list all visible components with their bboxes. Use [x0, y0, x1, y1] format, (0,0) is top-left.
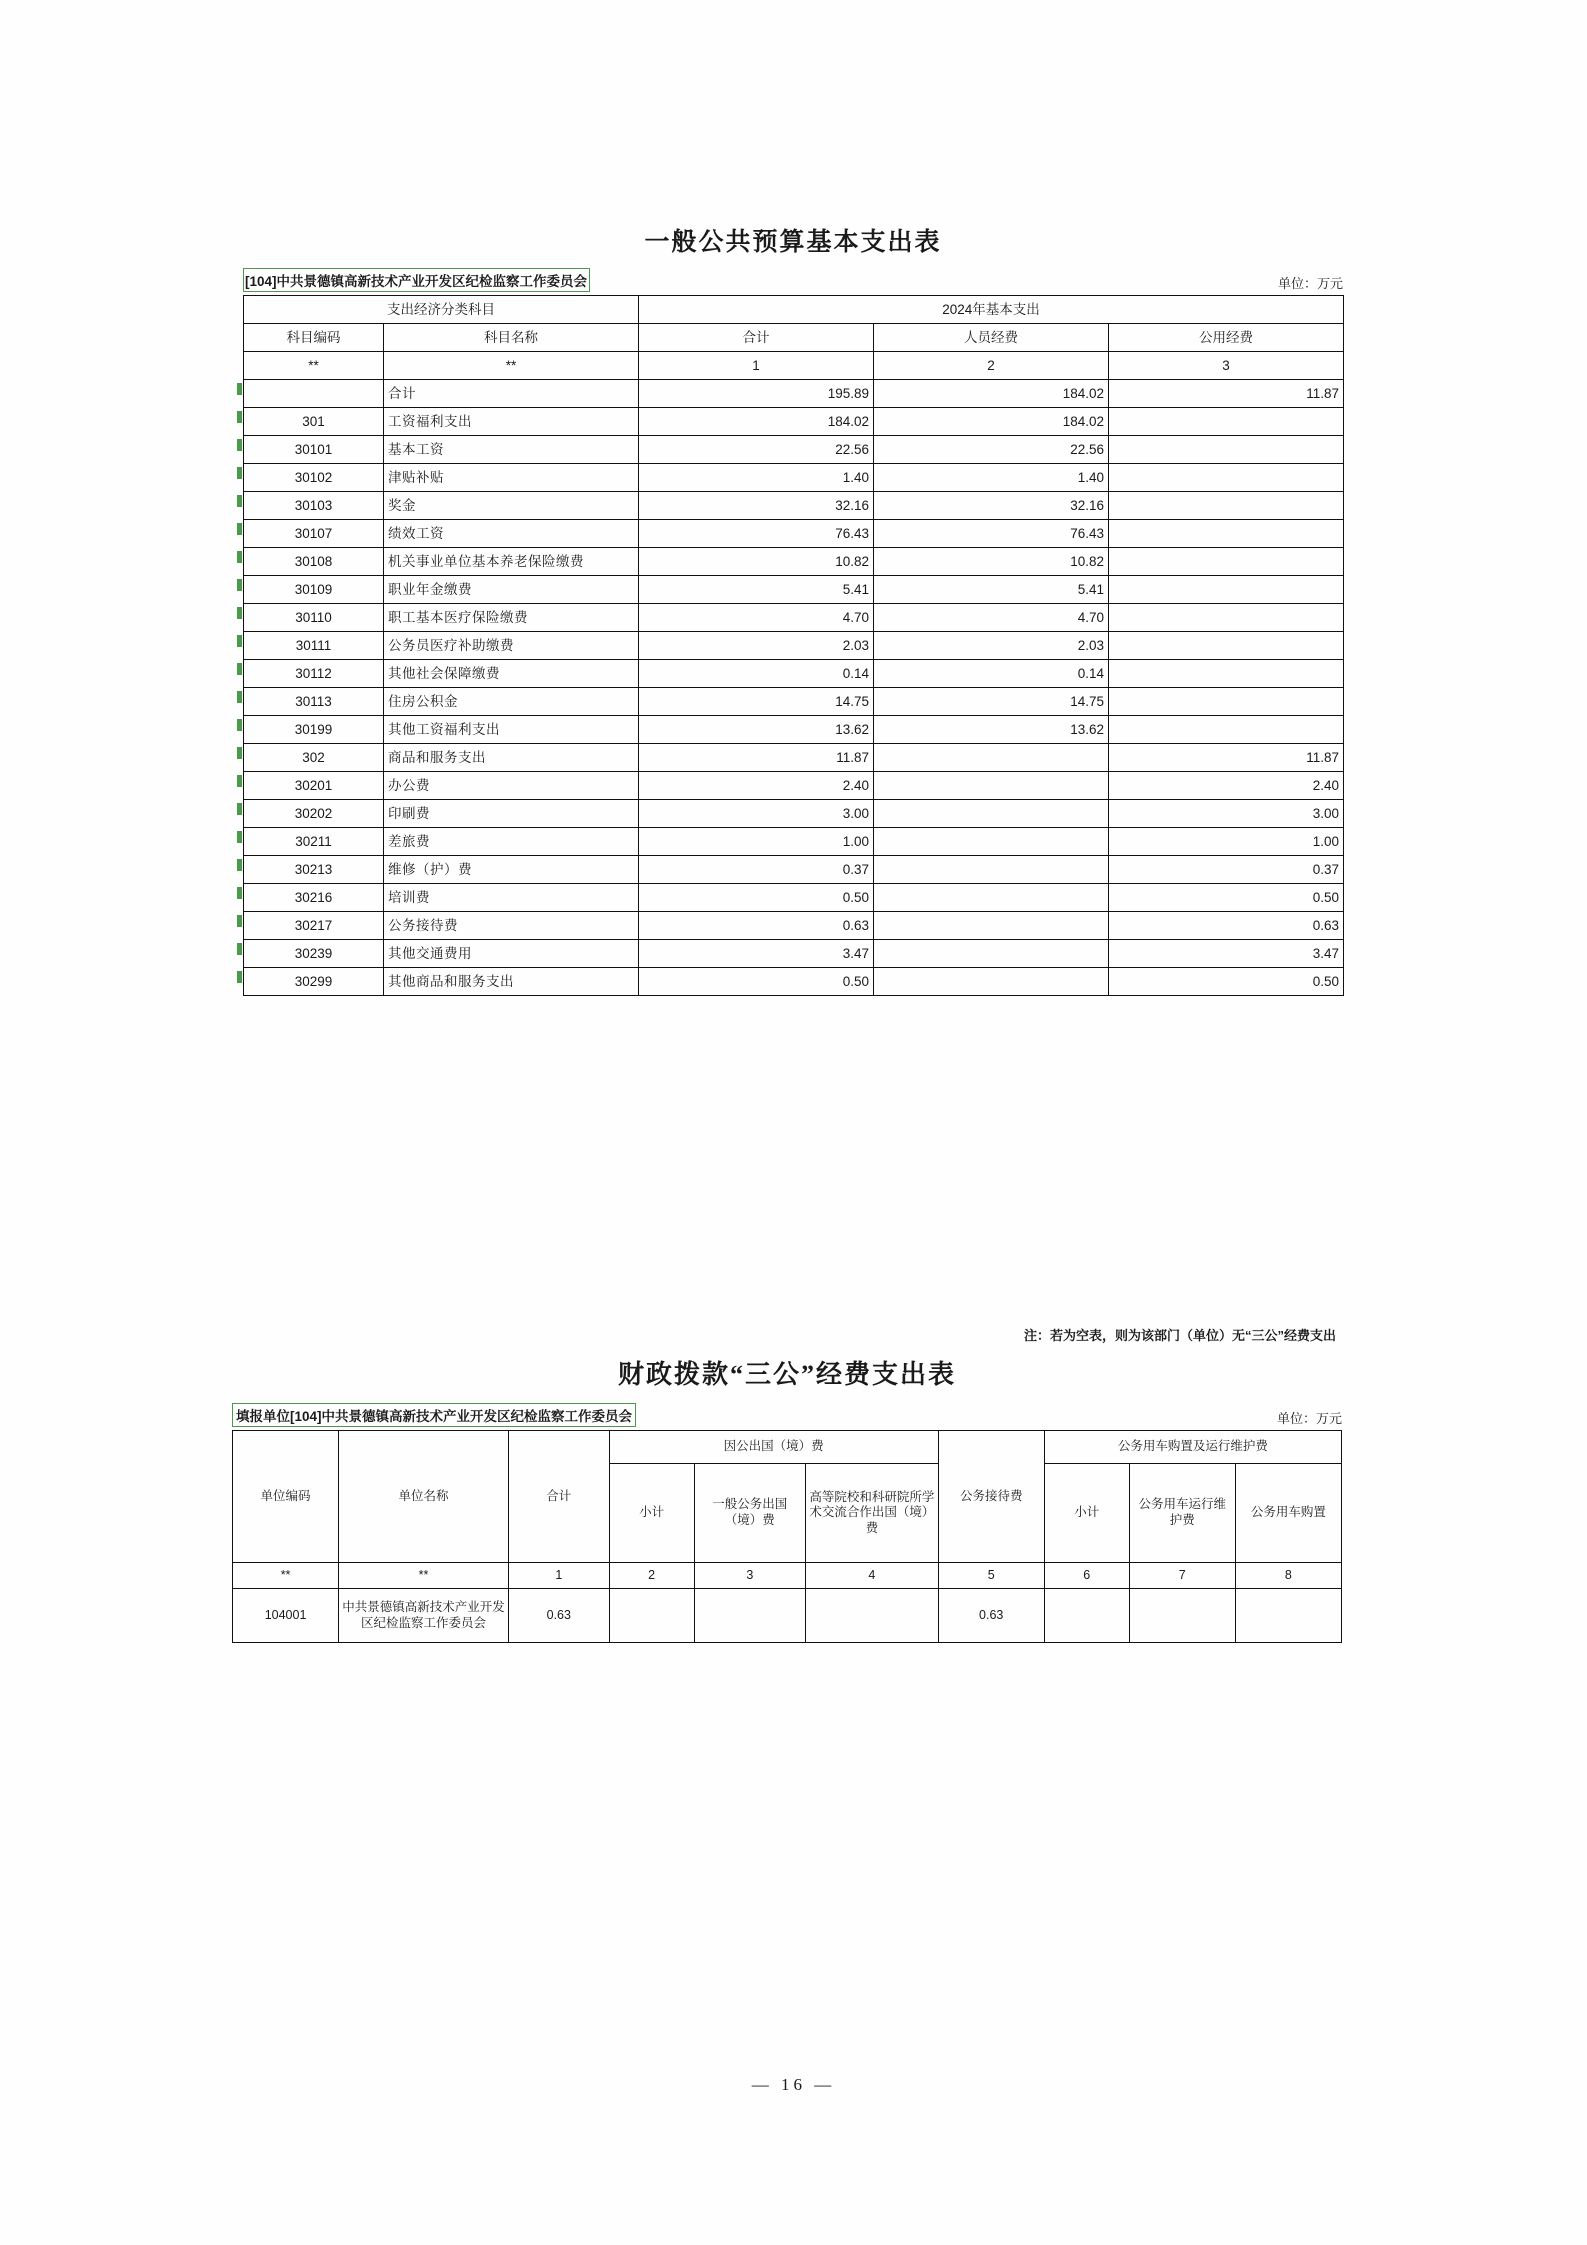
cell-abroad-general — [694, 1589, 805, 1643]
cell-total: 195.89 — [639, 380, 874, 408]
cell-name: 其他商品和服务支出 — [384, 968, 639, 996]
table1-unit-note: 单位：万元 — [1277, 276, 1343, 291]
cell-personnel: 184.02 — [874, 380, 1109, 408]
table1-title: 一般公共预算基本支出表 — [644, 229, 942, 256]
revision-mark — [237, 383, 242, 395]
cell-vehicle-buy — [1235, 1589, 1341, 1643]
revision-mark — [237, 467, 242, 479]
table1-col-personnel: 人员经费 — [874, 324, 1109, 352]
revision-mark — [237, 691, 242, 703]
table2-num-5: 3 — [694, 1563, 805, 1589]
table1 — [243, 295, 1344, 996]
table-row — [244, 688, 1344, 716]
cell-total: 3.47 — [639, 940, 874, 968]
table1-unit-label: [104]中共景德镇高新技术产业开发区纪检监察工作委员会 — [243, 268, 590, 292]
cell-total: 1.40 — [639, 464, 874, 492]
table2-unit-note: 单位：万元 — [1276, 1411, 1342, 1426]
table2-col-vehicle-run: 公务用车运行维护费 — [1129, 1464, 1235, 1563]
table2-num-1: ** — [233, 1563, 339, 1589]
cell-unit-name: 中共景德镇高新技术产业开发区纪检监察工作委员会 — [339, 1589, 509, 1643]
cell-public: 0.37 — [1109, 856, 1344, 884]
cell-total: 3.00 — [639, 800, 874, 828]
table-row — [244, 492, 1344, 520]
cell-code: 30108 — [244, 548, 384, 576]
cell-name: 公务接待费 — [384, 912, 639, 940]
cell-personnel: 0.14 — [874, 660, 1109, 688]
cell-name: 商品和服务支出 — [384, 744, 639, 772]
budget-basic-expenditure-block — [243, 222, 1343, 996]
table2-num-3: 1 — [508, 1563, 609, 1589]
cell-public: 11.87 — [1109, 380, 1344, 408]
page-number: — 16 — — [751, 2075, 836, 2094]
cell-personnel — [874, 800, 1109, 828]
table-row — [244, 520, 1344, 548]
table-row — [244, 548, 1344, 576]
cell-code: 301 — [244, 408, 384, 436]
revision-mark — [237, 551, 242, 563]
cell-total: 14.75 — [639, 688, 874, 716]
table2-col-reception: 公务接待费 — [938, 1431, 1044, 1563]
cell-public — [1109, 492, 1344, 520]
table-row — [244, 464, 1344, 492]
cell-name: 职工基本医疗保险缴费 — [384, 604, 639, 632]
cell-personnel — [874, 772, 1109, 800]
table2-body — [233, 1589, 1342, 1643]
cell-personnel: 5.41 — [874, 576, 1109, 604]
cell-public: 3.47 — [1109, 940, 1344, 968]
table2-col-vehicle-group: 公务用车购置及运行维护费 — [1044, 1431, 1341, 1464]
revision-mark — [237, 915, 242, 927]
cell-code: 30199 — [244, 716, 384, 744]
cell-total: 4.70 — [639, 604, 874, 632]
cell-code: 302 — [244, 744, 384, 772]
cell-public — [1109, 688, 1344, 716]
cell-public — [1109, 604, 1344, 632]
cell-code: 30113 — [244, 688, 384, 716]
cell-name: 公务员医疗补助缴费 — [384, 632, 639, 660]
revision-mark — [237, 439, 242, 451]
cell-public — [1109, 632, 1344, 660]
cell-public: 11.87 — [1109, 744, 1344, 772]
cell-code: 30211 — [244, 828, 384, 856]
cell-total: 32.16 — [639, 492, 874, 520]
cell-personnel: 4.70 — [874, 604, 1109, 632]
cell-personnel — [874, 744, 1109, 772]
cell-code: 30217 — [244, 912, 384, 940]
cell-name: 奖金 — [384, 492, 639, 520]
table2-num-2: ** — [339, 1563, 509, 1589]
table2-title: 财政拨款“三公”经费支出表 — [617, 1360, 956, 1389]
cell-total: 0.37 — [639, 856, 874, 884]
cell-total: 0.14 — [639, 660, 874, 688]
revision-mark — [237, 775, 242, 787]
table1-num-1: ** — [244, 352, 384, 380]
cell-code: 30109 — [244, 576, 384, 604]
table1-body — [244, 380, 1344, 996]
table2-col-abroad-sub: 小计 — [609, 1464, 694, 1563]
cell-total: 13.62 — [639, 716, 874, 744]
cell-code: 30107 — [244, 520, 384, 548]
revision-mark — [237, 747, 242, 759]
table2-col-unit-code: 单位编码 — [233, 1431, 339, 1563]
cell-personnel: 76.43 — [874, 520, 1109, 548]
table-row — [244, 632, 1344, 660]
cell-public: 3.00 — [1109, 800, 1344, 828]
revision-mark — [237, 607, 242, 619]
table2-num-10: 8 — [1235, 1563, 1341, 1589]
cell-abroad-sub — [609, 1589, 694, 1643]
table1-col-public: 公用经费 — [1109, 324, 1344, 352]
cell-name: 绩效工资 — [384, 520, 639, 548]
cell-total: 0.63 — [639, 912, 874, 940]
cell-total: 10.82 — [639, 548, 874, 576]
table2-col-abroad-academic: 高等院校和科研院所学术交流合作出国（境）费 — [806, 1464, 939, 1563]
cell-name: 合计 — [384, 380, 639, 408]
table1-col-code: 科目编码 — [244, 324, 384, 352]
cell-public — [1109, 660, 1344, 688]
table1-num-5: 3 — [1109, 352, 1344, 380]
cell-public: 0.50 — [1109, 968, 1344, 996]
cell-public — [1109, 716, 1344, 744]
cell-personnel: 2.03 — [874, 632, 1109, 660]
revision-mark — [237, 803, 242, 815]
revision-mark — [237, 831, 242, 843]
cell-abroad-academic — [806, 1589, 939, 1643]
cell-total: 11.87 — [639, 744, 874, 772]
revision-mark — [237, 971, 242, 983]
cell-name: 办公费 — [384, 772, 639, 800]
revision-mark — [237, 523, 242, 535]
cell-total: 0.50 — [639, 968, 874, 996]
revision-mark — [237, 887, 242, 899]
table2-col-abroad-group: 因公出国（境）费 — [609, 1431, 938, 1464]
table-row — [244, 968, 1344, 996]
table-row — [244, 576, 1344, 604]
table-row — [244, 912, 1344, 940]
cell-public — [1109, 548, 1344, 576]
cell-reception: 0.63 — [938, 1589, 1044, 1643]
cell-code: 30101 — [244, 436, 384, 464]
table-row — [244, 772, 1344, 800]
table2-num-6: 4 — [806, 1563, 939, 1589]
cell-personnel — [874, 856, 1109, 884]
table-row — [244, 716, 1344, 744]
table-row — [244, 660, 1344, 688]
table-row — [244, 744, 1344, 772]
cell-personnel — [874, 968, 1109, 996]
cell-total: 184.02 — [639, 408, 874, 436]
cell-name: 其他交通费用 — [384, 940, 639, 968]
table2-num-4: 2 — [609, 1563, 694, 1589]
table2-unit-label: 填报单位[104]中共景德镇高新技术产业开发区纪检监察工作委员会 — [232, 1403, 636, 1427]
table2-col-total: 合计 — [508, 1431, 609, 1563]
table2-num-8: 6 — [1044, 1563, 1129, 1589]
table2-col-vehicle-sub: 小计 — [1044, 1464, 1129, 1563]
table2-header-row-1 — [233, 1431, 1342, 1464]
table-row — [244, 856, 1344, 884]
cell-public: 0.63 — [1109, 912, 1344, 940]
cell-code: 30102 — [244, 464, 384, 492]
cell-code: 30216 — [244, 884, 384, 912]
cell-public — [1109, 464, 1344, 492]
revision-mark — [237, 859, 242, 871]
cell-public — [1109, 520, 1344, 548]
cell-code: 30103 — [244, 492, 384, 520]
cell-name: 机关事业单位基本养老保险缴费 — [384, 548, 639, 576]
cell-name: 维修（护）费 — [384, 856, 639, 884]
revision-mark — [237, 411, 242, 423]
three-public-expenditure-block — [232, 1325, 1342, 1643]
cell-vehicle-run — [1129, 1589, 1235, 1643]
cell-total: 2.03 — [639, 632, 874, 660]
cell-public — [1109, 408, 1344, 436]
cell-personnel: 22.56 — [874, 436, 1109, 464]
table1-col-total: 合计 — [639, 324, 874, 352]
cell-public — [1109, 436, 1344, 464]
table1-group-header-right: 2024年基本支出 — [639, 296, 1344, 324]
table2-num-9: 7 — [1129, 1563, 1235, 1589]
cell-personnel: 13.62 — [874, 716, 1109, 744]
cell-code: 30299 — [244, 968, 384, 996]
table-row — [244, 380, 1344, 408]
table2-subline — [232, 1403, 1342, 1427]
cell-code — [244, 380, 384, 408]
table-row — [244, 884, 1344, 912]
revision-mark — [237, 663, 242, 675]
table1-group-header-left: 支出经济分类科目 — [244, 296, 639, 324]
cell-total: 2.40 — [639, 772, 874, 800]
cell-total: 22.56 — [639, 436, 874, 464]
cell-code: 30239 — [244, 940, 384, 968]
table-row — [244, 800, 1344, 828]
cell-vehicle-sub — [1044, 1589, 1129, 1643]
table1-num-4: 2 — [874, 352, 1109, 380]
cell-name: 津贴补贴 — [384, 464, 639, 492]
table2-note: 注：若为空表，则为该部门（单位）无“三公”经费支出 — [1023, 1328, 1336, 1343]
cell-personnel: 184.02 — [874, 408, 1109, 436]
cell-code: 30112 — [244, 660, 384, 688]
table2-col-unit-name: 单位名称 — [339, 1431, 509, 1563]
table-row — [244, 436, 1344, 464]
table2-col-vehicle-buy: 公务用车购置 — [1235, 1464, 1341, 1563]
cell-personnel: 10.82 — [874, 548, 1109, 576]
revision-mark — [237, 635, 242, 647]
cell-public: 2.40 — [1109, 772, 1344, 800]
table1-column-number-row — [244, 352, 1344, 380]
cell-personnel: 32.16 — [874, 492, 1109, 520]
cell-name: 其他工资福利支出 — [384, 716, 639, 744]
revision-mark — [237, 943, 242, 955]
cell-name: 基本工资 — [384, 436, 639, 464]
table2-column-number-row — [233, 1563, 1342, 1589]
cell-code: 30110 — [244, 604, 384, 632]
table1-column-header-row — [244, 324, 1344, 352]
cell-personnel: 1.40 — [874, 464, 1109, 492]
cell-personnel: 14.75 — [874, 688, 1109, 716]
cell-total: 1.00 — [639, 828, 874, 856]
cell-unit-code: 104001 — [233, 1589, 339, 1643]
cell-code: 30213 — [244, 856, 384, 884]
cell-name: 工资福利支出 — [384, 408, 639, 436]
cell-name: 其他社会保障缴费 — [384, 660, 639, 688]
cell-total: 5.41 — [639, 576, 874, 604]
table-row — [244, 828, 1344, 856]
cell-name: 培训费 — [384, 884, 639, 912]
cell-public: 0.50 — [1109, 884, 1344, 912]
cell-name: 住房公积金 — [384, 688, 639, 716]
cell-code: 30111 — [244, 632, 384, 660]
cell-code: 30201 — [244, 772, 384, 800]
table1-num-3: 1 — [639, 352, 874, 380]
cell-total: 0.50 — [639, 884, 874, 912]
table-row — [244, 940, 1344, 968]
cell-personnel — [874, 940, 1109, 968]
cell-total: 76.43 — [639, 520, 874, 548]
table1-group-header-row — [244, 296, 1344, 324]
table-row — [244, 604, 1344, 632]
table1-num-2: ** — [384, 352, 639, 380]
table2-num-7: 5 — [938, 1563, 1044, 1589]
revision-mark — [237, 495, 242, 507]
cell-name: 印刷费 — [384, 800, 639, 828]
cell-name: 职业年金缴费 — [384, 576, 639, 604]
cell-public — [1109, 576, 1344, 604]
cell-personnel — [874, 912, 1109, 940]
cell-personnel — [874, 884, 1109, 912]
table-row — [244, 408, 1344, 436]
table2-col-abroad-general: 一般公务出国（境）费 — [694, 1464, 805, 1563]
revision-mark — [237, 719, 242, 731]
table-row — [233, 1589, 1342, 1643]
table2 — [232, 1430, 1342, 1643]
cell-public: 1.00 — [1109, 828, 1344, 856]
cell-total: 0.63 — [508, 1589, 609, 1643]
cell-code: 30202 — [244, 800, 384, 828]
table1-col-name: 科目名称 — [384, 324, 639, 352]
cell-name: 差旅费 — [384, 828, 639, 856]
table1-subline — [243, 268, 1343, 292]
revision-mark — [237, 579, 242, 591]
cell-personnel — [874, 828, 1109, 856]
